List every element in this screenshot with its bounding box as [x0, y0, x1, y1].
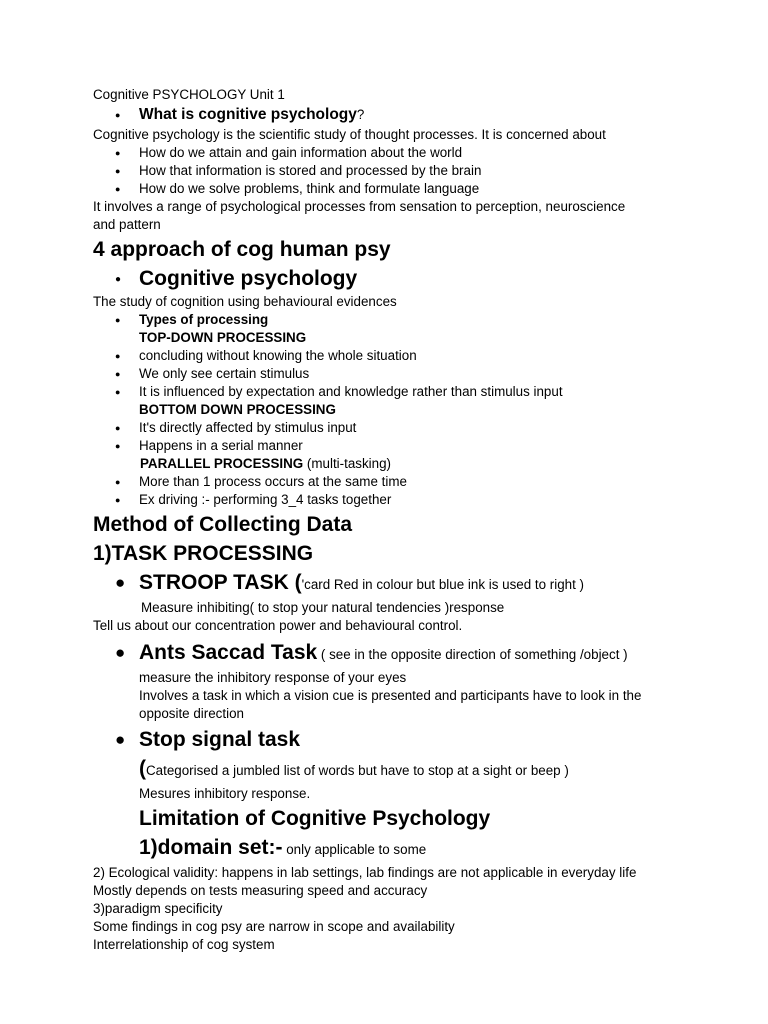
- question-heading: [93, 104, 733, 126]
- stroop-title: STROOP TASK (: [139, 571, 302, 594]
- list-item: ● How do we solve problems, think and formulate language: [93, 180, 733, 198]
- domain-note: only applicable to some: [282, 842, 427, 857]
- stop-signal-note: Categorised a jumbled list of words but have to stop at a sight or beep ): [146, 763, 569, 778]
- ants-title: Ants Saccad Task: [139, 641, 318, 664]
- parallel-label: PARALLEL PROCESSING: [140, 456, 304, 471]
- task-heading: 1)TASK PROCESSING: [93, 542, 314, 565]
- paradigm-specificity: 3)paradigm specificity: [93, 901, 223, 916]
- stop-signal-heading: ● Stop signal task: [93, 725, 733, 754]
- ants-heading: [93, 638, 733, 669]
- stop-signal-paren: (: [139, 757, 146, 780]
- limitation-heading: Limitation of Cognitive Psychology: [139, 807, 491, 830]
- parallel-note: (multi-tasking): [303, 456, 391, 471]
- question-text: What is cognitive psychology: [139, 106, 357, 123]
- stroop-heading: [93, 568, 733, 599]
- ants-detail-continued: opposite direction: [139, 706, 244, 721]
- ants-detail: Involves a task in which a vision cue is presented and participants have to look in the: [139, 688, 642, 703]
- stroop-note: 'card Red in colour but blue ink is used to right ): [301, 577, 584, 592]
- domain-title: 1)domain set:-: [139, 836, 283, 859]
- method-heading: Method of Collecting Data: [93, 513, 352, 536]
- cognitive-description: The study of cognition using behavioural evidences: [93, 294, 397, 309]
- types-of-processing: ● Types of processing: [93, 311, 733, 329]
- document-page: [93, 86, 733, 954]
- domain-heading: [93, 833, 733, 864]
- interrelationship-text: Interrelationship of cog system: [93, 937, 275, 952]
- findings-text: Some findings in cog psy are narrow in scope and availability: [93, 919, 455, 934]
- list-item: ● How that information is stored and processed by the brain: [93, 162, 733, 180]
- stroop-detail: Tell us about our concentration power and behavioural control.: [93, 618, 463, 633]
- list-item: ● More than 1 process occurs at the same time: [93, 473, 733, 491]
- stroop-description: Measure inhibiting( to stop your natural tendencies )response: [141, 600, 505, 615]
- list-item: ● It's directly affected by stimulus input: [93, 419, 733, 437]
- list-item: ● We only see certain stimulus: [93, 365, 733, 383]
- range-text: It involves a range of psychological processes from sensation to perception, neuroscience: [93, 199, 626, 214]
- list-item: ● concluding without knowing the whole situation: [93, 347, 733, 365]
- question-mark: ?: [356, 107, 365, 122]
- list-item: ● How do we attain and gain information about the world: [93, 144, 733, 162]
- stop-signal-description: Mesures inhibitory response.: [139, 786, 311, 801]
- tests-text: Mostly depends on tests measuring speed and accuracy: [93, 883, 428, 898]
- parallel-heading: [93, 455, 733, 473]
- bottomdown-label: BOTTOM DOWN PROCESSING: [139, 402, 336, 417]
- ants-description: measure the inhibitory response of your eyes: [139, 670, 407, 685]
- range-text-continued: and pattern: [93, 217, 161, 232]
- list-item: ● Ex driving :- performing 3_4 tasks together: [93, 491, 733, 509]
- ants-note: ( see in the opposite direction of something /object ): [317, 647, 628, 662]
- intro-text: Cognitive psychology is the scientific study of thought processes. It is concerned about: [93, 127, 606, 142]
- ecological-validity: 2) Ecological validity: happens in lab settings, lab findings are not applicable in everyday life: [93, 865, 637, 880]
- list-item: ● Happens in a serial manner: [93, 437, 733, 455]
- list-item: ● It is influenced by expectation and knowledge rather than stimulus input: [93, 383, 733, 401]
- stop-signal-note-line: [93, 754, 733, 785]
- approach-heading: 4 approach of cog human psy: [93, 238, 391, 261]
- cognitive-psychology-heading: ● Cognitive psychology: [93, 264, 733, 293]
- document-title: Cognitive PSYCHOLOGY Unit 1: [93, 87, 285, 102]
- topdown-label: TOP-DOWN PROCESSING: [139, 330, 307, 345]
